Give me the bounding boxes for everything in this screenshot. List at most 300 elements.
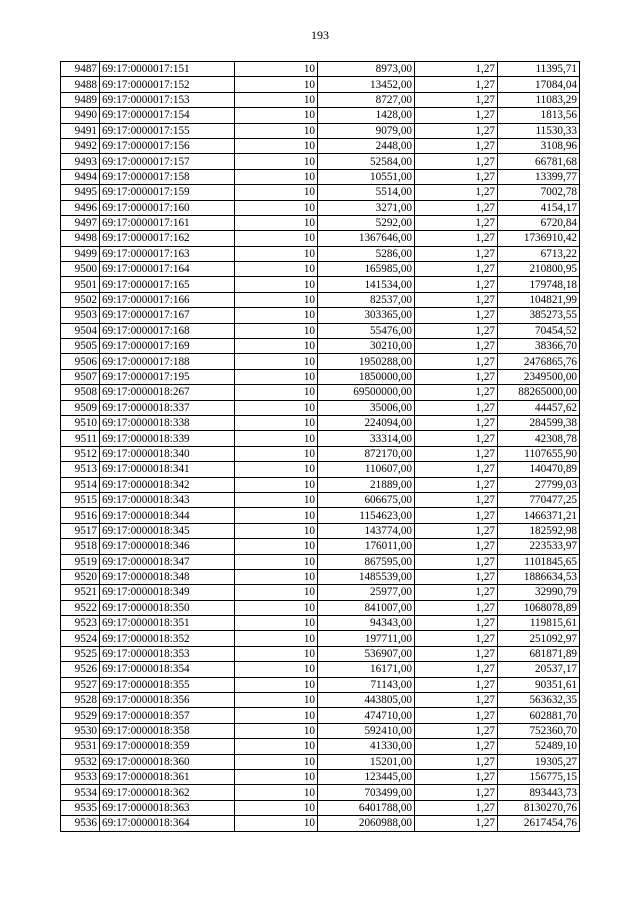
coefficient-cell: 1,27 (415, 200, 498, 215)
table-row (61, 539, 580, 554)
value-cell: 15201,00 (318, 754, 415, 769)
value-cell: 71143,00 (318, 677, 415, 692)
table-row (61, 769, 580, 784)
value-cell: 1485539,00 (318, 569, 415, 584)
row-number: 9496 (61, 200, 100, 215)
percent-cell: 10 (235, 492, 318, 507)
cadastral-number: 69:17:0000018:339 (100, 431, 235, 446)
table-row (61, 292, 580, 307)
cadastral-number: 69:17:0000017:153 (100, 92, 235, 107)
coefficient-cell: 1,27 (415, 354, 498, 369)
cadastral-number: 69:17:0000018:361 (100, 769, 235, 784)
coefficient-cell: 1,27 (415, 415, 498, 430)
row-number: 9532 (61, 754, 100, 769)
total-cell: 1736910,42 (498, 231, 580, 246)
coefficient-cell: 1,27 (415, 677, 498, 692)
row-number: 9507 (61, 369, 100, 384)
table-row (61, 138, 580, 153)
table-row (61, 677, 580, 692)
row-number: 9508 (61, 385, 100, 400)
table-row (61, 431, 580, 446)
percent-cell: 10 (235, 754, 318, 769)
table-row (61, 339, 580, 354)
value-cell: 25977,00 (318, 585, 415, 600)
percent-cell: 10 (235, 554, 318, 569)
coefficient-cell: 1,27 (415, 123, 498, 138)
coefficient-cell: 1,27 (415, 816, 498, 831)
percent-cell: 10 (235, 339, 318, 354)
coefficient-cell: 1,27 (415, 62, 498, 77)
coefficient-cell: 1,27 (415, 739, 498, 754)
coefficient-cell: 1,27 (415, 169, 498, 184)
total-cell: 70454,52 (498, 323, 580, 338)
value-cell: 443805,00 (318, 693, 415, 708)
row-number: 9531 (61, 739, 100, 754)
percent-cell: 10 (235, 138, 318, 153)
row-number: 9500 (61, 262, 100, 277)
row-number: 9526 (61, 662, 100, 677)
cadastral-number: 69:17:0000017:165 (100, 277, 235, 292)
coefficient-cell: 1,27 (415, 231, 498, 246)
value-cell: 197711,00 (318, 631, 415, 646)
percent-cell: 10 (235, 662, 318, 677)
value-cell: 606675,00 (318, 492, 415, 507)
cadastral-number: 69:17:0000018:349 (100, 585, 235, 600)
row-number: 9536 (61, 816, 100, 831)
cadastral-number: 69:17:0000018:355 (100, 677, 235, 692)
value-cell: 16171,00 (318, 662, 415, 677)
total-cell: 8130270,76 (498, 800, 580, 815)
row-number: 9506 (61, 354, 100, 369)
cadastral-number: 69:17:0000017:155 (100, 123, 235, 138)
total-cell: 104821,99 (498, 292, 580, 307)
value-cell: 9079,00 (318, 123, 415, 138)
cadastral-number: 69:17:0000017:159 (100, 185, 235, 200)
row-number: 9527 (61, 677, 100, 692)
cadastral-number: 69:17:0000018:363 (100, 800, 235, 815)
value-cell: 841007,00 (318, 600, 415, 615)
percent-cell: 10 (235, 769, 318, 784)
cadastral-number: 69:17:0000018:344 (100, 508, 235, 523)
cadastral-number: 69:17:0000018:346 (100, 539, 235, 554)
row-number: 9504 (61, 323, 100, 338)
table-row (61, 723, 580, 738)
cadastral-number: 69:17:0000018:343 (100, 492, 235, 507)
total-cell: 210800,95 (498, 262, 580, 277)
row-number: 9494 (61, 169, 100, 184)
percent-cell: 10 (235, 400, 318, 415)
percent-cell: 10 (235, 723, 318, 738)
value-cell: 5292,00 (318, 215, 415, 230)
row-number: 9514 (61, 477, 100, 492)
value-cell: 21889,00 (318, 477, 415, 492)
table-row (61, 554, 580, 569)
cadastral-number: 69:17:0000017:169 (100, 339, 235, 354)
table-row (61, 415, 580, 430)
table-row (61, 446, 580, 461)
coefficient-cell: 1,27 (415, 431, 498, 446)
percent-cell: 10 (235, 185, 318, 200)
total-cell: 11083,29 (498, 92, 580, 107)
row-number: 9516 (61, 508, 100, 523)
total-cell: 6713,22 (498, 246, 580, 261)
cadastral-table (60, 61, 580, 832)
table-row (61, 800, 580, 815)
cadastral-number: 69:17:0000018:354 (100, 662, 235, 677)
coefficient-cell: 1,27 (415, 754, 498, 769)
cadastral-number: 69:17:0000018:337 (100, 400, 235, 415)
value-cell: 82537,00 (318, 292, 415, 307)
cadastral-number: 69:17:0000018:347 (100, 554, 235, 569)
value-cell: 1428,00 (318, 108, 415, 123)
value-cell: 165985,00 (318, 262, 415, 277)
cadastral-number: 69:17:0000018:341 (100, 462, 235, 477)
coefficient-cell: 1,27 (415, 339, 498, 354)
percent-cell: 10 (235, 785, 318, 800)
table-row (61, 523, 580, 538)
coefficient-cell: 1,27 (415, 508, 498, 523)
cadastral-number: 69:17:0000017:167 (100, 308, 235, 323)
row-number: 9512 (61, 446, 100, 461)
percent-cell: 10 (235, 739, 318, 754)
coefficient-cell: 1,27 (415, 262, 498, 277)
total-cell: 563632,35 (498, 693, 580, 708)
coefficient-cell: 1,27 (415, 385, 498, 400)
coefficient-cell: 1,27 (415, 585, 498, 600)
cadastral-number: 69:17:0000018:357 (100, 708, 235, 723)
value-cell: 474710,00 (318, 708, 415, 723)
row-number: 9491 (61, 123, 100, 138)
total-cell: 140470,89 (498, 462, 580, 477)
percent-cell: 10 (235, 646, 318, 661)
table-row (61, 785, 580, 800)
cadastral-number: 69:17:0000017:163 (100, 246, 235, 261)
total-cell: 182592,98 (498, 523, 580, 538)
value-cell: 8973,00 (318, 62, 415, 77)
value-cell: 1850000,00 (318, 369, 415, 384)
percent-cell: 10 (235, 585, 318, 600)
percent-cell: 10 (235, 631, 318, 646)
cadastral-number: 69:17:0000018:267 (100, 385, 235, 400)
table-row (61, 231, 580, 246)
value-cell: 176011,00 (318, 539, 415, 554)
table-row (61, 385, 580, 400)
total-cell: 7002,78 (498, 185, 580, 200)
coefficient-cell: 1,27 (415, 708, 498, 723)
row-number: 9534 (61, 785, 100, 800)
cadastral-number: 69:17:0000018:351 (100, 616, 235, 631)
percent-cell: 10 (235, 539, 318, 554)
percent-cell: 10 (235, 800, 318, 815)
coefficient-cell: 1,27 (415, 631, 498, 646)
table-row (61, 123, 580, 138)
total-cell: 4154,17 (498, 200, 580, 215)
value-cell: 41330,00 (318, 739, 415, 754)
percent-cell: 10 (235, 292, 318, 307)
table-row (61, 277, 580, 292)
table-row (61, 108, 580, 123)
cadastral-number: 69:17:0000018:353 (100, 646, 235, 661)
row-number: 9519 (61, 554, 100, 569)
percent-cell: 10 (235, 215, 318, 230)
coefficient-cell: 1,27 (415, 616, 498, 631)
percent-cell: 10 (235, 231, 318, 246)
total-cell: 11530,33 (498, 123, 580, 138)
value-cell: 867595,00 (318, 554, 415, 569)
cadastral-number: 69:17:0000017:166 (100, 292, 235, 307)
coefficient-cell: 1,27 (415, 646, 498, 661)
percent-cell: 10 (235, 693, 318, 708)
cadastral-number: 69:17:0000018:356 (100, 693, 235, 708)
cadastral-number: 69:17:0000017:152 (100, 77, 235, 92)
percent-cell: 10 (235, 415, 318, 430)
cadastral-number: 69:17:0000018:338 (100, 415, 235, 430)
percent-cell: 10 (235, 508, 318, 523)
value-cell: 872170,00 (318, 446, 415, 461)
value-cell: 1367646,00 (318, 231, 415, 246)
row-number: 9524 (61, 631, 100, 646)
value-cell: 536907,00 (318, 646, 415, 661)
value-cell: 2448,00 (318, 138, 415, 153)
table-row (61, 169, 580, 184)
row-number: 9513 (61, 462, 100, 477)
coefficient-cell: 1,27 (415, 108, 498, 123)
cadastral-number: 69:17:0000017:154 (100, 108, 235, 123)
percent-cell: 10 (235, 600, 318, 615)
percent-cell: 10 (235, 154, 318, 169)
percent-cell: 10 (235, 262, 318, 277)
cadastral-number: 69:17:0000018:348 (100, 569, 235, 584)
row-number: 9518 (61, 539, 100, 554)
cadastral-number: 69:17:0000018:340 (100, 446, 235, 461)
total-cell: 156775,15 (498, 769, 580, 784)
total-cell: 32990,79 (498, 585, 580, 600)
total-cell: 770477,25 (498, 492, 580, 507)
table-row (61, 215, 580, 230)
percent-cell: 10 (235, 246, 318, 261)
total-cell: 44457,62 (498, 400, 580, 415)
coefficient-cell: 1,27 (415, 277, 498, 292)
percent-cell: 10 (235, 446, 318, 461)
table-row (61, 739, 580, 754)
total-cell: 251092,97 (498, 631, 580, 646)
table-row (61, 569, 580, 584)
value-cell: 55476,00 (318, 323, 415, 338)
cadastral-number: 69:17:0000017:161 (100, 215, 235, 230)
total-cell: 66781,68 (498, 154, 580, 169)
percent-cell: 10 (235, 277, 318, 292)
cadastral-number: 69:17:0000017:188 (100, 354, 235, 369)
coefficient-cell: 1,27 (415, 477, 498, 492)
value-cell: 5286,00 (318, 246, 415, 261)
row-number: 9522 (61, 600, 100, 615)
percent-cell: 10 (235, 477, 318, 492)
percent-cell: 10 (235, 569, 318, 584)
total-cell: 52489,10 (498, 739, 580, 754)
percent-cell: 10 (235, 200, 318, 215)
total-cell: 90351,61 (498, 677, 580, 692)
coefficient-cell: 1,27 (415, 77, 498, 92)
table-row (61, 462, 580, 477)
total-cell: 27799,03 (498, 477, 580, 492)
total-cell: 893443,73 (498, 785, 580, 800)
percent-cell: 10 (235, 92, 318, 107)
cadastral-number: 69:17:0000018:364 (100, 816, 235, 831)
coefficient-cell: 1,27 (415, 800, 498, 815)
coefficient-cell: 1,27 (415, 92, 498, 107)
row-number: 9515 (61, 492, 100, 507)
cadastral-number: 69:17:0000018:358 (100, 723, 235, 738)
total-cell: 38366,70 (498, 339, 580, 354)
cadastral-number: 69:17:0000018:362 (100, 785, 235, 800)
percent-cell: 10 (235, 431, 318, 446)
table-row (61, 816, 580, 831)
table-row (61, 631, 580, 646)
table-row (61, 323, 580, 338)
coefficient-cell: 1,27 (415, 492, 498, 507)
value-cell: 6401788,00 (318, 800, 415, 815)
table-row (61, 92, 580, 107)
percent-cell: 10 (235, 62, 318, 77)
total-cell: 752360,70 (498, 723, 580, 738)
total-cell: 88265000,00 (498, 385, 580, 400)
table-row (61, 369, 580, 384)
table-row (61, 308, 580, 323)
row-number: 9488 (61, 77, 100, 92)
row-number: 9501 (61, 277, 100, 292)
table-row (61, 693, 580, 708)
percent-cell: 10 (235, 123, 318, 138)
value-cell: 2060988,00 (318, 816, 415, 831)
percent-cell: 10 (235, 108, 318, 123)
row-number: 9520 (61, 569, 100, 584)
value-cell: 33314,00 (318, 431, 415, 446)
percent-cell: 10 (235, 323, 318, 338)
cadastral-number: 69:17:0000018:342 (100, 477, 235, 492)
cadastral-number: 69:17:0000017:162 (100, 231, 235, 246)
page-number: 193 (311, 28, 329, 42)
row-number: 9517 (61, 523, 100, 538)
coefficient-cell: 1,27 (415, 523, 498, 538)
cadastral-number: 69:17:0000017:168 (100, 323, 235, 338)
total-cell: 119815,61 (498, 616, 580, 631)
coefficient-cell: 1,27 (415, 215, 498, 230)
total-cell: 179748,18 (498, 277, 580, 292)
table-row (61, 185, 580, 200)
total-cell: 1813,56 (498, 108, 580, 123)
row-number: 9529 (61, 708, 100, 723)
table-row (61, 400, 580, 415)
total-cell: 19305,27 (498, 754, 580, 769)
row-number: 9497 (61, 215, 100, 230)
table-row (61, 600, 580, 615)
percent-cell: 10 (235, 385, 318, 400)
total-cell: 602881,70 (498, 708, 580, 723)
coefficient-cell: 1,27 (415, 154, 498, 169)
value-cell: 94343,00 (318, 616, 415, 631)
table-row (61, 585, 580, 600)
coefficient-cell: 1,27 (415, 246, 498, 261)
table-row (61, 262, 580, 277)
coefficient-cell: 1,27 (415, 185, 498, 200)
total-cell: 1107655,90 (498, 446, 580, 461)
coefficient-cell: 1,27 (415, 539, 498, 554)
row-number: 9511 (61, 431, 100, 446)
total-cell: 284599,38 (498, 415, 580, 430)
cadastral-number: 69:17:0000017:160 (100, 200, 235, 215)
row-number: 9525 (61, 646, 100, 661)
value-cell: 110607,00 (318, 462, 415, 477)
cadastral-number: 69:17:0000017:151 (100, 62, 235, 77)
value-cell: 703499,00 (318, 785, 415, 800)
row-number: 9490 (61, 108, 100, 123)
total-cell: 3108,96 (498, 138, 580, 153)
table-row (61, 492, 580, 507)
coefficient-cell: 1,27 (415, 446, 498, 461)
value-cell: 10551,00 (318, 169, 415, 184)
total-cell: 42308,78 (498, 431, 580, 446)
percent-cell: 10 (235, 816, 318, 831)
coefficient-cell: 1,27 (415, 785, 498, 800)
row-number: 9502 (61, 292, 100, 307)
row-number: 9533 (61, 769, 100, 784)
row-number: 9530 (61, 723, 100, 738)
cadastral-number: 69:17:0000017:156 (100, 138, 235, 153)
percent-cell: 10 (235, 708, 318, 723)
row-number: 9498 (61, 231, 100, 246)
value-cell: 123445,00 (318, 769, 415, 784)
table-row (61, 62, 580, 77)
row-number: 9493 (61, 154, 100, 169)
table-row (61, 200, 580, 215)
coefficient-cell: 1,27 (415, 138, 498, 153)
table-row (61, 354, 580, 369)
row-number: 9528 (61, 693, 100, 708)
total-cell: 385273,55 (498, 308, 580, 323)
total-cell: 1886634,53 (498, 569, 580, 584)
value-cell: 52584,00 (318, 154, 415, 169)
total-cell: 223533,97 (498, 539, 580, 554)
total-cell: 681871,89 (498, 646, 580, 661)
value-cell: 143774,00 (318, 523, 415, 538)
total-cell: 1068078,89 (498, 600, 580, 615)
cadastral-number: 69:17:0000017:164 (100, 262, 235, 277)
cadastral-number: 69:17:0000018:359 (100, 739, 235, 754)
percent-cell: 10 (235, 354, 318, 369)
coefficient-cell: 1,27 (415, 769, 498, 784)
table-row (61, 77, 580, 92)
total-cell: 13399,77 (498, 169, 580, 184)
value-cell: 303365,00 (318, 308, 415, 323)
cadastral-number: 69:17:0000017:195 (100, 369, 235, 384)
total-cell: 2476865,76 (498, 354, 580, 369)
value-cell: 35006,00 (318, 400, 415, 415)
coefficient-cell: 1,27 (415, 308, 498, 323)
coefficient-cell: 1,27 (415, 554, 498, 569)
row-number: 9535 (61, 800, 100, 815)
percent-cell: 10 (235, 169, 318, 184)
row-number: 9509 (61, 400, 100, 415)
coefficient-cell: 1,27 (415, 723, 498, 738)
coefficient-cell: 1,27 (415, 323, 498, 338)
cadastral-number: 69:17:0000018:360 (100, 754, 235, 769)
total-cell: 1101845,65 (498, 554, 580, 569)
coefficient-cell: 1,27 (415, 693, 498, 708)
total-cell: 2617454,76 (498, 816, 580, 831)
value-cell: 69500000,00 (318, 385, 415, 400)
coefficient-cell: 1,27 (415, 400, 498, 415)
row-number: 9492 (61, 138, 100, 153)
